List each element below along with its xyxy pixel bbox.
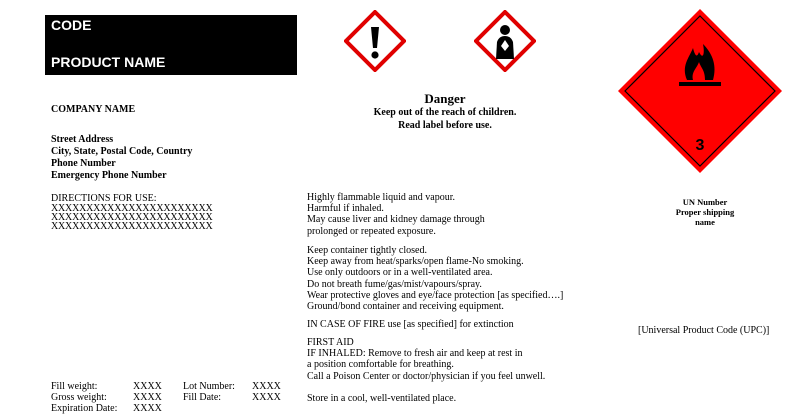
un-number: UN Number: [682, 197, 728, 207]
company-address: [51, 134, 192, 182]
hazard-line: Highly flammable liquid and vapour.: [307, 192, 456, 203]
product-code: CODE: [51, 17, 92, 33]
precaution-line: Wear protective gloves and eye/face protection [as specified….]: [307, 289, 564, 301]
precaution-line: Keep container tightly closed.: [307, 245, 427, 256]
precaution-line: Use only outdoors or in a well-ventilated area.: [307, 267, 493, 279]
gross-weight-value: XXXX: [133, 392, 162, 403]
address-city: City, State, Postal Code, Country: [51, 146, 193, 157]
fill-weight-label: Fill weight:: [51, 381, 98, 392]
phone-number: Phone Number: [51, 158, 116, 169]
transport-class-number: 3: [695, 137, 705, 154]
lot-number-value: XXXX: [252, 381, 281, 392]
first-aid-block: [307, 337, 545, 382]
precautionary-statements: [307, 245, 563, 312]
upc-placeholder: [Universal Product Code (UPC)]: [638, 325, 770, 336]
proper-shipping-name: name: [695, 217, 715, 227]
fire-statement: IN CASE OF FIRE use [as specified] for extinction: [307, 319, 514, 330]
proper-shipping: Proper shipping: [675, 207, 735, 217]
precaution-line: Do not breath fume/gas/mist/vapours/spray.: [307, 278, 482, 290]
fill-weight-value: XXXX: [133, 381, 162, 392]
fill-date-label: Fill Date:: [183, 392, 222, 403]
directions-block: [51, 193, 213, 231]
company-name: COMPANY NAME: [51, 104, 136, 115]
hazard-statements: [307, 192, 485, 237]
expiration-date-label: Expiration Date:: [51, 403, 118, 414]
precaution-line: Ground/bond container and receiving equipment.: [307, 301, 504, 313]
un-block: [650, 197, 760, 227]
address-street: Street Address: [51, 134, 114, 145]
gross-weight-label: Gross weight:: [51, 392, 107, 403]
precaution-line: Keep away from heat/sparks/open flame-No smoking.: [307, 256, 524, 268]
hazard-line: Harmful if inhaled.: [307, 203, 384, 215]
lot-number-label: Lot Number:: [183, 381, 235, 392]
transport-class-diamond: [617, 8, 783, 174]
directions-line: XXXXXXXXXXXXXXXXXXXXXXX: [51, 203, 213, 214]
exclamation-mark-icon: [344, 10, 406, 72]
directions-line: XXXXXXXXXXXXXXXXXXXXXXX: [51, 212, 213, 223]
first-aid-line: Call a Poison Center or doctor/physician if you feel unwell.: [307, 370, 546, 382]
first-aid-line: a position comfortable for breathing.: [307, 359, 454, 371]
code-product-box: [45, 15, 297, 75]
signal-line: Keep out of the reach of children.: [373, 107, 517, 118]
storage-statement: Store in a cool, well-ventilated place.: [307, 393, 457, 404]
first-aid-heading: FIRST AID: [307, 337, 354, 348]
expiration-date-value: XXXX: [133, 403, 162, 414]
hazard-line: prolonged or repeated exposure.: [307, 225, 436, 237]
directions-line: XXXXXXXXXXXXXXXXXXXXXXX: [51, 221, 213, 232]
emergency-phone: Emergency Phone Number: [51, 170, 167, 181]
signal-block: [325, 91, 565, 132]
fill-date-value: XXXX: [252, 392, 281, 403]
first-aid-line: IF INHALED: Remove to fresh air and keep at rest in: [307, 348, 523, 360]
signal-word: Danger: [424, 91, 466, 106]
directions-heading: DIRECTIONS FOR USE:: [51, 193, 157, 204]
hazard-line: May cause liver and kidney damage through: [307, 214, 485, 226]
health-hazard-icon: [474, 10, 536, 72]
signal-line: Read label before use.: [398, 120, 492, 131]
product-name: PRODUCT NAME: [51, 54, 166, 70]
